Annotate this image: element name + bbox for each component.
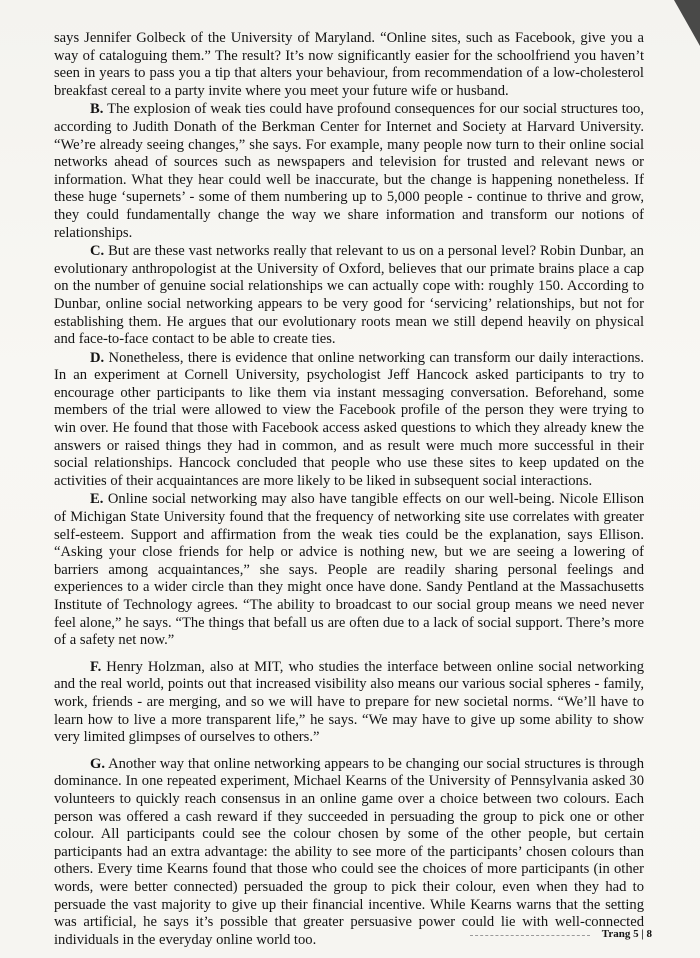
paragraph-text: Henry Holzman, also at MIT, who studies the interface between online social networking and the real world, points out that increased visibility also means our various social spheres - family, work, friends - are merging, and so we will have to prepare for new societal norms. “We’ll have to learn how to live a more transparent life,” he says. “We may have to give up some ability to show very limited glimpses of ourselves to others.” bbox=[54, 658, 644, 746]
paragraph-text: Another way that online networking appears to be changing our social structures is through dominance. In one repeated experiment, Michael Kearns of the University of Pennsylvania asked 30 volunteers to quickly reach consensus in an online game over a choice between two colours. Each person was offered a cash reward if they succeeded in persuading the group to pick one or other colour. All participants could see the colour chosen by some of the other people, but certain participants had an extra advantage: the ability to see more of the participants’ chosen colours than others. Every time Kearns found that those who could see the choices of more participants (in other words, were better connected) persuaded the group to pick their colour, even when they had to persuade the vast majority to give up their financial incentive. While Kearns warns that the setting was artificial, he says it’s possible that greater persuasive power could lie with well-connected individuals in the everyday online world too. bbox=[54, 755, 644, 948]
page-number: Trang 5 | 8 bbox=[601, 928, 652, 940]
paragraph-label: F. bbox=[90, 658, 102, 675]
paragraph-text: But are these vast networks really that relevant to us on a personal level? Robin Dunbar, an evolutionary anthropologist at the University of Oxford, believes that our primate brains place a cap on the number of genuine social relationships we can actually cope with: roughly 150. According to Dunbar, online social networking appears to be very good for ‘servicing’ relationships, but not for establishing them. He argues that our evolutionary roots mean we still depend heavily on physical and face-to-face contact to be able to create ties. bbox=[54, 243, 644, 348]
paragraph-f bbox=[54, 659, 644, 747]
paragraph-label: C. bbox=[90, 243, 105, 260]
article-body bbox=[54, 30, 644, 949]
paragraph-text: says Jennifer Golbeck of the University of Maryland. “Online sites, such as Facebook, give you a way of cataloguing them.” The result? It’s now significantly easier for the schoolfriend you haven’t seen in years to pass you a tip that alters your behaviour, from recommendation of a low-cholesterol breakfast cereal to a party invite where you meet your future wife or husband. bbox=[54, 30, 644, 99]
paragraph-text: The explosion of weak ties could have profound consequences for our social structures too, according to Judith Donath of the Berkman Center for Internet and Society at Harvard University. “We’re already seeing changes,” she says. For example, many people now turn to their online social networks ahead of sources such as newspapers and television for trusted and relevant news or information. What they hear could well be inaccurate, but the change is happening nonetheless. If these huge ‘supernets’ - some of them numbering up to 5,000 people - continue to thrive and grow, they could fundamentally change the way we share information and transform our notions of relationships. bbox=[54, 101, 645, 241]
paragraph-c bbox=[54, 243, 644, 349]
paragraph-label: E. bbox=[90, 491, 104, 508]
paragraph-b bbox=[54, 101, 644, 242]
paragraph-a-continued bbox=[54, 30, 644, 100]
paragraph-label: D. bbox=[90, 349, 105, 366]
paragraph-g bbox=[54, 756, 644, 950]
page-corner-fold bbox=[674, 0, 700, 46]
paragraph-label: B. bbox=[90, 101, 104, 118]
paragraph-e bbox=[54, 491, 644, 649]
paragraph-d bbox=[54, 350, 644, 491]
footer-divider bbox=[470, 935, 590, 936]
paragraph-text: Online social networking may also have tangible effects on our well-being. Nicole Ellison of Michigan State University found that the frequency of networking site use correlates with greater self-esteem. Support and affirmation from the weak ties could be the explanation, says Ellison. “Asking your close friends for help or advice is nothing new, but we are seeing a lowering of barriers among acquaintances,” she says. People are readily sharing personal feelings and experiences to a wider circle than they might once have done. Sandy Pentland at the Massachusetts Institute of Technology agrees. “The ability to broadcast to our social group means we need never feel alone,” he says. “The things that befall us are often due to a lack of social support. There’s more of a safety net now.” bbox=[54, 491, 644, 649]
paragraph-text: Nonetheless, there is evidence that online networking can transform our daily interactions. In an experiment at Cornell University, psychologist Jeff Hancock asked participants to try to encourage other participants to like them via instant messaging conversation. Beforehand, some members of the trial were allowed to view the Facebook profile of the person they were trying to win over. He found that those with Facebook access asked questions to which they already knew the answers or raised things they had in common, and as result were much more successful in their social relationships. Hancock concluded that people who use these sites to keep updated on the activities of their acquaintances are more likely to be liked in subsequent social interactions. bbox=[54, 349, 644, 489]
paragraph-label: G. bbox=[90, 755, 105, 772]
